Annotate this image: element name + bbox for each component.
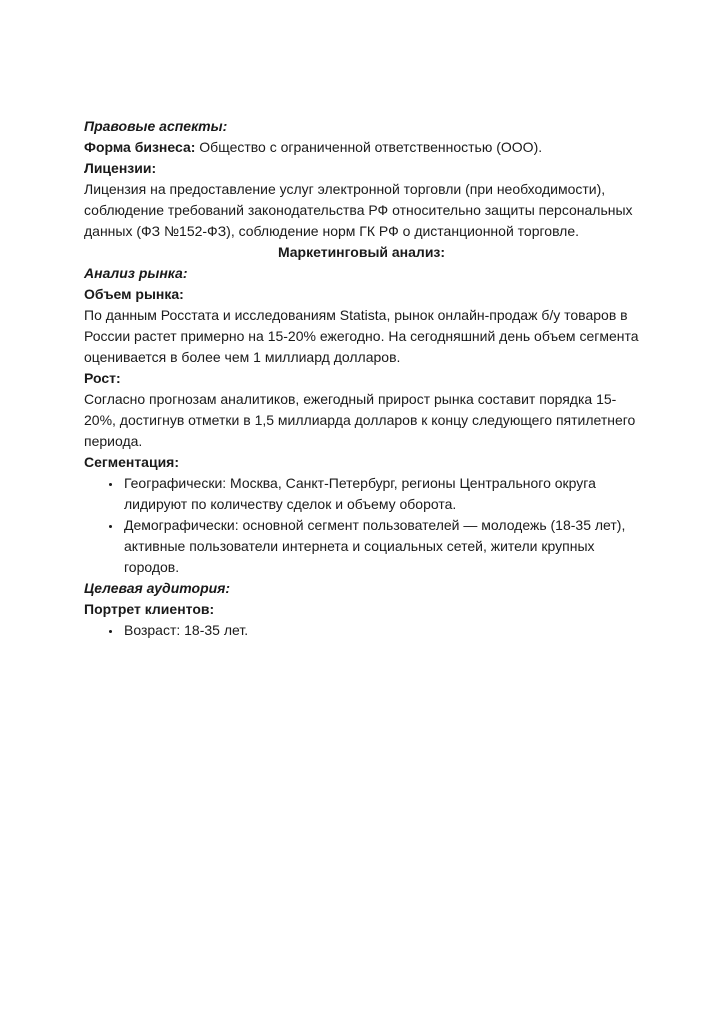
client-portrait-list <box>84 620 639 641</box>
client-portrait-heading: Портрет клиентов: <box>84 601 215 617</box>
target-audience-heading: Целевая аудитория: <box>84 580 231 596</box>
segmentation-heading: Сегментация: <box>84 454 180 470</box>
licenses-heading: Лицензии: <box>84 160 157 176</box>
market-analysis-heading: Анализ рынка: <box>84 265 188 281</box>
market-volume-paragraph: По данным Росстата и исследованиям Statista, рынок онлайн-продаж б/у товаров в России растет примерно на 15-20% ежегодно. На сегодняшний день объем сегмента оценивается в более чем 1 миллиард долларов. <box>84 307 639 365</box>
segmentation-item-demography: • Демографически: основной сегмент пользователей — молодежь (18-35 лет), активные пользователи интернета и социальных сетей, жители крупных городов. <box>122 515 639 578</box>
licenses-paragraph: Лицензия на предоставление услуг электронной торговли (при необходимости), соблюдение требований законодательства РФ относительно защиты персональных данных (ФЗ №152-ФЗ), соблюдение норм ГК РФ о дистанционной торговле. <box>84 181 633 239</box>
business-form-paragraph <box>84 137 639 158</box>
growth-heading: Рост: <box>84 370 121 386</box>
marketing-analysis-title: Маркетинговый анализ: <box>277 244 446 260</box>
legal-aspects-heading: Правовые аспекты: <box>84 118 228 134</box>
segmentation-list <box>84 473 639 578</box>
business-form-value: Общество с ограниченной ответственностью (ООО). <box>199 139 543 155</box>
segmentation-item-geography: • Географически: Москва, Санкт-Петербург, регионы Центрального округа лидируют по количеству сделок и объему оборота. <box>122 473 639 515</box>
market-volume-heading: Объем рынка: <box>84 286 184 302</box>
client-portrait-item-age: • Возраст: 18-35 лет. <box>122 620 639 641</box>
growth-paragraph: Согласно прогнозам аналитиков, ежегодный прирост рынка составит порядка 15-20%, достигнув отметки в 1,5 миллиарда долларов к концу следующего пятилетнего периода. <box>84 391 636 449</box>
business-form-label: Форма бизнеса: <box>84 139 196 155</box>
